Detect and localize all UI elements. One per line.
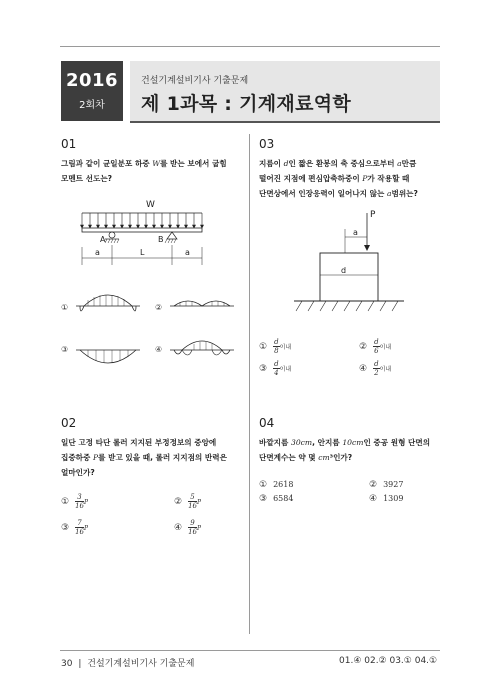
moment-diagram-3 (74, 334, 144, 368)
question-text (259, 435, 441, 465)
load-p-label: P (370, 210, 376, 220)
question-number: 02 (61, 416, 77, 430)
page-number: 30 (61, 659, 73, 669)
load-arrow-head (193, 225, 196, 228)
choice-3: ③ $\frac{d}{4}$ 이내 (259, 360, 292, 377)
footer-book-title: 건설기계설비기사 기출문제 (87, 659, 195, 669)
load-arrow-head (153, 225, 156, 228)
beam-figure (78, 195, 238, 275)
load-arrow-head (177, 225, 180, 228)
load-arrow-head (185, 225, 188, 228)
exam-round: 2회차 (79, 100, 105, 111)
choice-mark: ② (155, 303, 163, 312)
question-number: 01 (61, 137, 77, 151)
question-line: 단면상에서 인장응력이 일어나지 않는 a범위는? (259, 189, 418, 198)
load-arrow-head (121, 225, 124, 228)
question-line: 일단 고정 타단 롤러 지지된 부정정보의 중앙에 (61, 438, 217, 447)
choice-mark: ① (61, 303, 69, 312)
load-arrow-head (137, 225, 140, 228)
question-text (61, 156, 243, 186)
choice-4: ④ $\frac{9}{16}$ P (174, 519, 202, 536)
load-arrow-head (89, 225, 92, 228)
load-label: W (146, 200, 155, 210)
choice-2: ② 3927 (369, 480, 404, 490)
question-text (61, 435, 243, 480)
year-badge (61, 61, 123, 121)
choice-2: ② $\frac{5}{16}$ P (174, 493, 202, 510)
diameter-d-label: d (341, 266, 347, 275)
load-arrow-head (129, 225, 132, 228)
choice-2: ② $\frac{d}{6}$ 이내 (359, 338, 392, 355)
support-a-label: A (100, 235, 106, 244)
dim-right-label: a (185, 248, 190, 257)
dim-left-label: a (95, 248, 100, 257)
eccentric-load-figure (290, 205, 420, 325)
question-line: 그림과 같이 균일분포 하중 W를 받는 보에서 굽힘 (61, 159, 227, 168)
top-rule (60, 46, 440, 47)
question-line: 집중하중 P를 받고 있을 때, 롤러 지지점의 반력은 (61, 453, 227, 462)
question-line: 바깥지름 30cm, 안지름 10cm인 중공 원형 단면의 (259, 438, 431, 447)
column-divider (249, 134, 250, 634)
exam-year: 2016 (65, 70, 119, 91)
choice-3: ③ 6584 (259, 494, 294, 504)
choice-3: ③ $\frac{7}{16}$ P (61, 519, 89, 536)
question-number: 03 (259, 137, 275, 151)
answer-key: 01.④ 02.② 03.① 04.① (339, 656, 438, 666)
choice-1: ① $\frac{3}{16}$ P (61, 493, 89, 510)
question-line: 지름이 d인 짧은 환봉의 축 중심으로부터 a만큼 (259, 159, 417, 168)
question-text (259, 156, 441, 201)
question-line: 모멘트 선도는? (61, 174, 113, 183)
load-arrow-head (105, 225, 108, 228)
moment-diagram-1 (74, 292, 144, 324)
load-arrow-head (81, 225, 84, 228)
choice-4: ④ 1309 (369, 494, 404, 504)
choice-mark: ④ (155, 345, 163, 354)
question-line: 떨어진 지점에 편심압축하중이 P가 작용할 때 (259, 174, 410, 183)
question-number: 04 (259, 416, 275, 430)
offset-a-label: a (353, 228, 358, 237)
chapter-title: 제 1과목 : 기계재료역학 (141, 93, 352, 115)
choice-mark: ③ (61, 345, 69, 354)
moment-diagram-2 (168, 292, 238, 324)
load-arrow-head (161, 225, 164, 228)
choice-4: ④ $\frac{d}{2}$ 이내 (359, 360, 392, 377)
dim-mid-label: L (140, 248, 145, 257)
load-arrow-head (201, 225, 204, 228)
footer-rule (60, 650, 440, 651)
load-arrow-head (97, 225, 100, 228)
load-arrow-head (113, 225, 116, 228)
page-footer (61, 656, 194, 669)
choice-1: ① 2618 (259, 480, 294, 490)
question-line: 얼마인가? (61, 468, 95, 477)
question-line: 단면계수는 약 몇 cm³인가? (259, 453, 353, 462)
load-arrow-head (169, 225, 172, 228)
support-b-label: B (158, 235, 164, 244)
choice-1: ① $\frac{d}{8}$ 이내 (259, 338, 292, 355)
book-subtitle: 건설기계설비기사 기출문제 (141, 76, 249, 86)
moment-diagram-4 (168, 334, 238, 368)
chapter-header (130, 61, 440, 123)
load-arrow-head (145, 225, 148, 228)
footer-separator: | (78, 659, 82, 669)
